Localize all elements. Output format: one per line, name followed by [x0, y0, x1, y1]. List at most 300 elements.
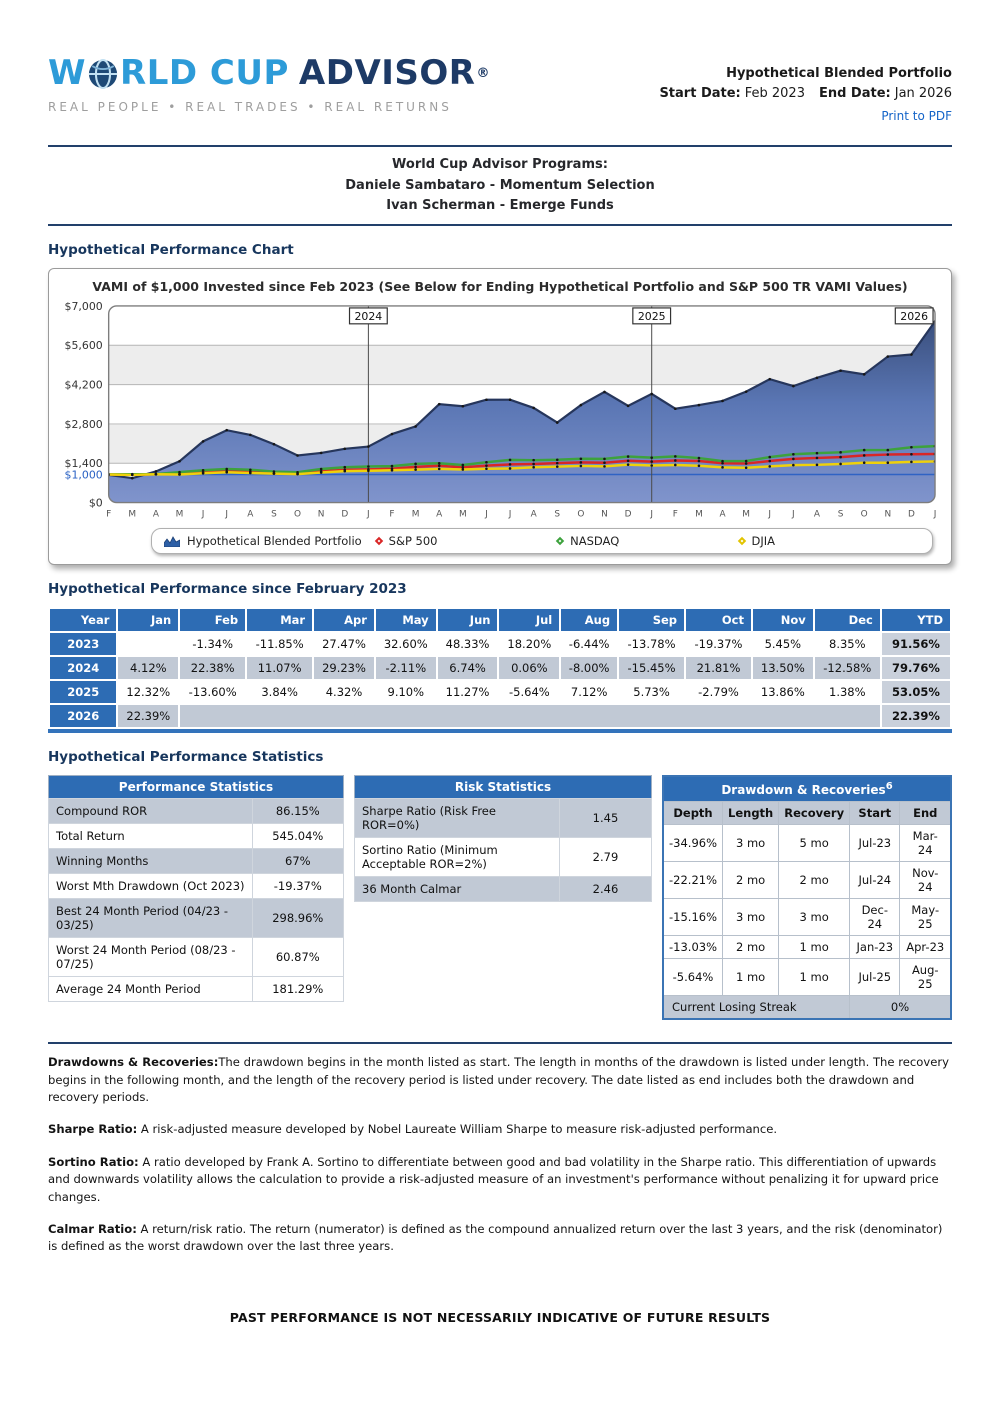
note-text: A risk-adjusted measure developed by Nobel Laureate William Sharpe to measure risk-adjusted performance. — [137, 1122, 778, 1137]
monthly-value-cell: 27.47% — [314, 633, 374, 655]
point-marker — [792, 385, 795, 388]
point-marker — [249, 472, 252, 475]
plot-panel — [107, 306, 936, 503]
monthly-row — [50, 681, 950, 703]
monthly-value-cell: 5.45% — [753, 633, 813, 655]
point-marker — [414, 468, 417, 471]
dd-cell: 3 mo — [779, 899, 850, 936]
x-axis-label: S — [837, 509, 844, 520]
x-axis-label: M — [411, 509, 420, 520]
point-marker — [367, 445, 370, 448]
point-marker — [768, 465, 771, 468]
stat-row — [49, 899, 344, 938]
point-marker — [509, 467, 512, 470]
point-marker — [462, 405, 465, 408]
point-marker — [532, 463, 535, 466]
point-marker — [698, 457, 701, 460]
point-marker — [792, 464, 795, 467]
point-marker — [391, 469, 394, 472]
point-marker — [863, 461, 866, 464]
x-axis-label: M — [695, 509, 703, 520]
point-marker — [910, 446, 913, 449]
stat-value: 2.79 — [559, 838, 651, 877]
monthly-value-cell: 13.50% — [753, 657, 813, 679]
monthly-value-cell: -2.79% — [686, 681, 751, 703]
stat-label: Best 24 Month Period (04/23 - 03/25) — [49, 899, 253, 938]
point-marker — [721, 460, 724, 463]
y-axis-label: $2,800 — [64, 417, 103, 431]
x-axis-label: A — [719, 509, 726, 520]
monthly-value-cell: 48.33% — [438, 633, 498, 655]
diamond-icon — [556, 537, 564, 545]
monthly-ytd-cell: 91.56% — [882, 633, 950, 655]
point-marker — [674, 464, 677, 467]
stat-table-title: Performance Statistics — [49, 776, 344, 799]
monthly-value-cell: -8.00% — [561, 657, 617, 679]
past-performance-disclaimer: PAST PERFORMANCE IS NOT NECESSARILY INDICATIVE OF FUTURE RESULTS — [229, 1309, 771, 1325]
point-marker — [485, 467, 488, 470]
dd-cell: Jul-24 — [850, 862, 900, 899]
point-marker — [768, 460, 771, 463]
point-marker — [131, 477, 134, 480]
x-axis-label: N — [601, 509, 608, 520]
year-label: 2024 — [354, 309, 383, 323]
point-marker — [768, 378, 771, 381]
point-marker — [462, 464, 465, 467]
point-marker — [650, 456, 653, 459]
point-marker — [839, 463, 842, 466]
monthly-value-cell: 7.12% — [561, 681, 617, 703]
point-marker — [202, 469, 205, 472]
dd-cell: Dec-24 — [850, 899, 900, 936]
legend-label: NASDAQ — [570, 534, 620, 549]
monthly-value-cell: 8.35% — [815, 633, 880, 655]
x-axis-label: N — [884, 509, 892, 520]
start-date-value: Feb 2023 — [744, 86, 805, 102]
programs-title: World Cup Advisor Programs: — [392, 157, 608, 173]
stat-label: Worst Mth Drawdown (Oct 2023) — [49, 874, 253, 899]
monthly-col-header: Dec — [815, 609, 880, 631]
dd-cell: May-25 — [900, 899, 951, 936]
monthly-year-cell: 2026 — [50, 705, 116, 727]
monthly-col-header: Jul — [499, 609, 559, 631]
dd-cell: 2 mo — [723, 936, 779, 959]
stat-label: Worst 24 Month Period (08/23 - 07/25) — [49, 938, 253, 977]
dd-col-header: Depth — [663, 802, 723, 825]
x-axis-label: J — [225, 509, 229, 520]
monthly-col-header: May — [376, 609, 436, 631]
point-marker — [509, 398, 512, 401]
monthly-empty-span — [180, 705, 880, 727]
point-marker — [863, 449, 866, 452]
dd-col-header: End — [900, 802, 951, 825]
stat-row — [49, 849, 344, 874]
area-chart-icon — [164, 536, 180, 547]
point-marker — [580, 461, 583, 464]
point-marker — [910, 460, 913, 463]
y-axis-label: $5,600 — [64, 339, 103, 353]
year-label: 2025 — [637, 309, 666, 323]
monthly-row — [50, 705, 950, 727]
point-marker — [178, 460, 181, 463]
x-axis-label: A — [152, 509, 159, 520]
y-axis-label: $4,200 — [64, 378, 103, 392]
x-axis-label: J — [367, 509, 370, 520]
point-marker — [839, 369, 842, 372]
monthly-value-cell: 4.12% — [118, 657, 178, 679]
monthly-value-cell: 11.27% — [438, 681, 498, 703]
monthly-col-header: Jun — [438, 609, 498, 631]
point-marker — [580, 464, 583, 467]
note-text: A return/risk ratio. The return (numerator) is defined as the compound annualized return over the last 3 years, and the risk (denominator) is defined as the worst drawdown over the last three years. — [48, 1222, 943, 1254]
monthly-row — [50, 633, 950, 655]
monthly-value-cell — [118, 633, 178, 655]
dd-cell: 3 mo — [723, 899, 779, 936]
point-marker — [839, 456, 842, 459]
divider — [48, 145, 952, 147]
monthly-col-header: Oct — [686, 609, 751, 631]
brand-tagline: REAL PEOPLE • REAL TRADES • REAL RETURNS — [48, 100, 452, 114]
point-marker — [225, 429, 228, 432]
x-axis-label: M — [175, 509, 184, 520]
point-marker — [887, 355, 890, 358]
point-marker — [532, 406, 535, 409]
end-date-label: End Date: — [818, 86, 891, 102]
monthly-row — [50, 657, 950, 679]
dd-cell: 1 mo — [723, 959, 779, 996]
monthly-value-cell: 4.32% — [314, 681, 374, 703]
stat-value: 2.46 — [559, 877, 651, 902]
header-info — [655, 56, 952, 127]
dd-cell: -13.03% — [663, 936, 723, 959]
monthly-col-header: Nov — [753, 609, 813, 631]
monthly-ytd-cell: 53.05% — [882, 681, 950, 703]
monthly-col-header: Sep — [619, 609, 684, 631]
dd-cell: Mar-24 — [900, 825, 951, 862]
dd-cell: -15.16% — [663, 899, 723, 936]
point-marker — [202, 472, 205, 475]
drawdown-recoveries-table — [662, 775, 952, 1020]
stat-value: 545.04% — [252, 824, 343, 849]
monthly-value-cell: 29.23% — [314, 657, 374, 679]
stat-label: Winning Months — [49, 849, 253, 874]
point-marker — [485, 461, 488, 464]
point-marker — [509, 463, 512, 466]
performance-statistics-table — [48, 775, 344, 1002]
monthly-ytd-cell: 79.76% — [882, 657, 950, 679]
x-axis-label: F — [672, 509, 678, 520]
monthly-value-cell: -13.60% — [180, 681, 245, 703]
vami-chart-plot — [57, 298, 943, 524]
tbody-el — [50, 633, 950, 727]
x-axis-label: J — [768, 509, 772, 520]
monthly-value-cell: 21.81% — [686, 657, 751, 679]
point-marker — [910, 353, 913, 356]
point-marker — [343, 470, 346, 473]
monthly-col-header: YTD — [882, 609, 950, 631]
monthly-value-cell: 3.84% — [247, 681, 312, 703]
point-marker — [650, 464, 653, 467]
point-marker — [485, 464, 488, 467]
start-date-label: Start Date: — [659, 86, 741, 102]
point-marker — [556, 421, 559, 424]
legend-label: Hypothetical Blended Portfolio — [187, 534, 362, 549]
risk-statistics-table — [354, 775, 652, 902]
x-axis-label: S — [271, 509, 277, 520]
stat-label: Sortino Ratio (Minimum Acceptable ROR=2%) — [355, 838, 560, 877]
dd-row — [663, 862, 951, 899]
monthly-year-cell: 2023 — [50, 633, 116, 655]
point-marker — [273, 472, 276, 475]
point-marker — [745, 462, 748, 465]
dd-cell: 5 mo — [779, 825, 850, 862]
stat-row — [355, 799, 652, 838]
x-axis-label: M — [128, 509, 137, 520]
end-date-value: Jan 2026 — [894, 86, 952, 102]
stat-row — [49, 938, 344, 977]
point-marker — [438, 403, 441, 406]
note-text: The drawdown begins in the month listed as start. The length in months of the drawdown is listed under length. The recovery begins in the following month, and the length of the recovery period is listed under recovery. The date listed as end includes both the drawdown and recovery periods. — [48, 1055, 949, 1105]
stat-value: 181.29% — [252, 977, 343, 1002]
stat-row — [49, 799, 344, 824]
performance-chart — [48, 268, 952, 565]
diamond-icon — [737, 537, 745, 545]
polygon-el — [164, 537, 180, 547]
dd-cell: Aug-25 — [900, 959, 951, 996]
stat-row — [49, 977, 344, 1002]
stat-row — [355, 877, 652, 902]
x-axis-label: N — [317, 509, 325, 520]
point-marker — [296, 454, 299, 457]
stat-table-title: Risk Statistics — [355, 776, 652, 799]
legend-item — [739, 534, 920, 548]
point-marker — [698, 464, 701, 467]
monthly-value-cell: 9.10% — [376, 681, 436, 703]
dd-header-row — [663, 802, 951, 825]
dd-footer-label: Current Losing Streak — [663, 996, 850, 1020]
x-axis-label: J — [792, 509, 795, 520]
point-marker — [627, 463, 630, 466]
dd-title-text: Drawdown & Recoveries — [721, 783, 886, 798]
legend-label: S&P 500 — [388, 534, 438, 549]
point-marker — [178, 473, 181, 476]
point-marker — [745, 390, 748, 393]
dd-cell: 1 mo — [779, 959, 850, 996]
point-marker — [438, 462, 441, 465]
x-axis-label: O — [294, 509, 302, 520]
point-marker — [839, 451, 842, 454]
dd-cell: Jul-23 — [850, 825, 900, 862]
point-marker — [650, 392, 653, 395]
point-marker — [343, 447, 346, 450]
stat-value: 67% — [252, 849, 343, 874]
monthly-value-cell: -19.37% — [686, 633, 751, 655]
point-marker — [816, 463, 819, 466]
point-marker — [792, 457, 795, 460]
stat-label: Total Return — [49, 824, 253, 849]
x-axis-label: J — [650, 509, 654, 520]
point-marker — [320, 468, 323, 471]
thead-el — [50, 609, 950, 631]
point-marker — [887, 453, 890, 456]
x-axis-label: D — [341, 509, 349, 520]
monthly-performance-table — [48, 607, 952, 733]
monthly-value-cell: -2.11% — [376, 657, 436, 679]
stat-title-row — [355, 776, 652, 799]
point-marker — [509, 458, 512, 461]
point-marker — [414, 425, 417, 428]
point-marker — [556, 465, 559, 468]
point-marker — [745, 466, 748, 469]
point-marker — [721, 399, 724, 402]
program-2: Ivan Scherman - Emerge Funds — [386, 197, 614, 213]
point-marker — [438, 464, 441, 467]
point-marker — [721, 466, 724, 469]
definition-note — [48, 1221, 952, 1256]
point-marker — [391, 465, 394, 468]
point-marker — [249, 433, 252, 436]
point-marker — [556, 462, 559, 465]
point-marker — [296, 473, 299, 476]
point-marker — [603, 461, 606, 464]
point-marker — [155, 470, 158, 473]
point-marker — [155, 473, 158, 476]
monthly-year-cell: 2025 — [50, 681, 116, 703]
point-marker — [816, 452, 819, 455]
monthly-col-header: Aug — [561, 609, 617, 631]
point-marker — [863, 454, 866, 457]
point-marker — [603, 390, 606, 393]
point-marker — [674, 407, 677, 410]
point-marker — [674, 455, 677, 458]
monthly-ytd-cell: 22.39% — [882, 705, 950, 727]
x-axis-label: F — [106, 509, 112, 520]
point-marker — [627, 404, 630, 407]
dd-col-header: Length — [723, 802, 779, 825]
note-lead: Sharpe Ratio: — [48, 1122, 138, 1137]
point-marker — [910, 453, 913, 456]
monthly-value-cell: -11.85% — [247, 633, 312, 655]
point-marker — [320, 451, 323, 454]
monthly-section-heading: Hypothetical Performance since February 2023 — [48, 581, 407, 598]
dd-cell: -34.96% — [663, 825, 723, 862]
definition-note — [48, 1154, 952, 1206]
x-axis-label: J — [201, 509, 205, 520]
monthly-value-cell: -6.44% — [561, 633, 617, 655]
legend-item — [376, 534, 557, 548]
monthly-value-cell: 1.38% — [815, 681, 880, 703]
point-marker — [698, 460, 701, 463]
point-marker — [627, 455, 630, 458]
x-axis-label: J — [485, 509, 488, 520]
chart-title: VAMI of $1,000 Invested since Feb 2023 (See Below for Ending Hypothetical Portfolio and S&P 500 TR VAMI Values) — [92, 278, 908, 294]
dd-cell: 1 mo — [779, 936, 850, 959]
grid-band — [109, 306, 935, 345]
print-to-pdf-link[interactable]: Print to PDF — [881, 109, 952, 124]
dd-col-header: Start — [850, 802, 900, 825]
point-marker — [603, 465, 606, 468]
monthly-col-header: Year — [50, 609, 116, 631]
monthly-value-cell: 11.07% — [247, 657, 312, 679]
stat-label: Sharpe Ratio (Risk Free ROR=0%) — [355, 799, 560, 838]
monthly-value-cell: 0.06% — [499, 657, 559, 679]
point-marker — [225, 468, 228, 471]
monthly-value-cell: 22.38% — [180, 657, 245, 679]
x-axis-label: F — [389, 509, 395, 520]
x-axis-label: A — [530, 509, 537, 520]
point-marker — [367, 465, 370, 468]
point-marker — [887, 461, 890, 464]
monthly-value-cell: 6.74% — [438, 657, 498, 679]
point-marker — [273, 443, 276, 446]
stat-label: Average 24 Month Period — [49, 977, 253, 1002]
point-marker — [698, 404, 701, 407]
legend-item — [164, 534, 376, 548]
stat-label: Compound ROR — [49, 799, 253, 824]
dd-cell: 2 mo — [779, 862, 850, 899]
dd-row — [663, 959, 951, 996]
programs-block — [48, 155, 952, 215]
dd-cell: 2 mo — [723, 862, 779, 899]
monthly-value-cell: -15.45% — [619, 657, 684, 679]
dd-cell: 3 mo — [723, 825, 779, 862]
statistics-tables — [48, 775, 952, 1020]
stat-row — [355, 838, 652, 877]
logo-block — [48, 53, 490, 114]
dd-row — [663, 825, 951, 862]
note-lead: Calmar Ratio: — [48, 1222, 137, 1237]
definitions-notes — [48, 1054, 952, 1256]
monthly-value-cell: 32.60% — [376, 633, 436, 655]
portfolio-title: Hypothetical Blended Portfolio — [726, 66, 952, 81]
point-marker — [650, 460, 653, 463]
point-marker — [603, 457, 606, 460]
monthly-value-cell: -1.34% — [180, 633, 245, 655]
dd-cell: Apr-23 — [900, 936, 951, 959]
monthly-col-header: Mar — [247, 609, 312, 631]
point-marker — [580, 404, 583, 407]
date-range — [655, 84, 952, 104]
stat-value: 1.45 — [559, 799, 651, 838]
point-marker — [367, 469, 370, 472]
point-marker — [320, 471, 323, 474]
x-axis-label: A — [436, 509, 443, 520]
program-1: Daniele Sambataro - Momentum Selection — [345, 177, 655, 193]
dd-cell: Jan-23 — [850, 936, 900, 959]
stat-row — [49, 824, 344, 849]
x-axis-label: J — [508, 509, 512, 520]
point-marker — [414, 462, 417, 465]
dd-cell: -5.64% — [663, 959, 723, 996]
point-marker — [745, 460, 748, 463]
monthly-value-cell: 18.20% — [499, 633, 559, 655]
point-marker — [887, 449, 890, 452]
stat-row — [49, 874, 344, 899]
point-marker — [532, 459, 535, 462]
dd-cell: -22.21% — [663, 862, 723, 899]
logo-word-advisor: ADVISOR — [298, 53, 476, 93]
point-marker — [816, 456, 819, 459]
dd-cell: Jul-25 — [850, 959, 900, 996]
x-axis-label: O — [577, 509, 585, 520]
monthly-value-cell: -13.78% — [619, 633, 684, 655]
point-marker — [792, 453, 795, 456]
monthly-header-row — [50, 609, 950, 631]
point-marker — [674, 459, 677, 462]
stat-value: -19.37% — [252, 874, 343, 899]
x-axis-label: M — [742, 509, 750, 520]
monthly-value-cell: -12.58% — [815, 657, 880, 679]
